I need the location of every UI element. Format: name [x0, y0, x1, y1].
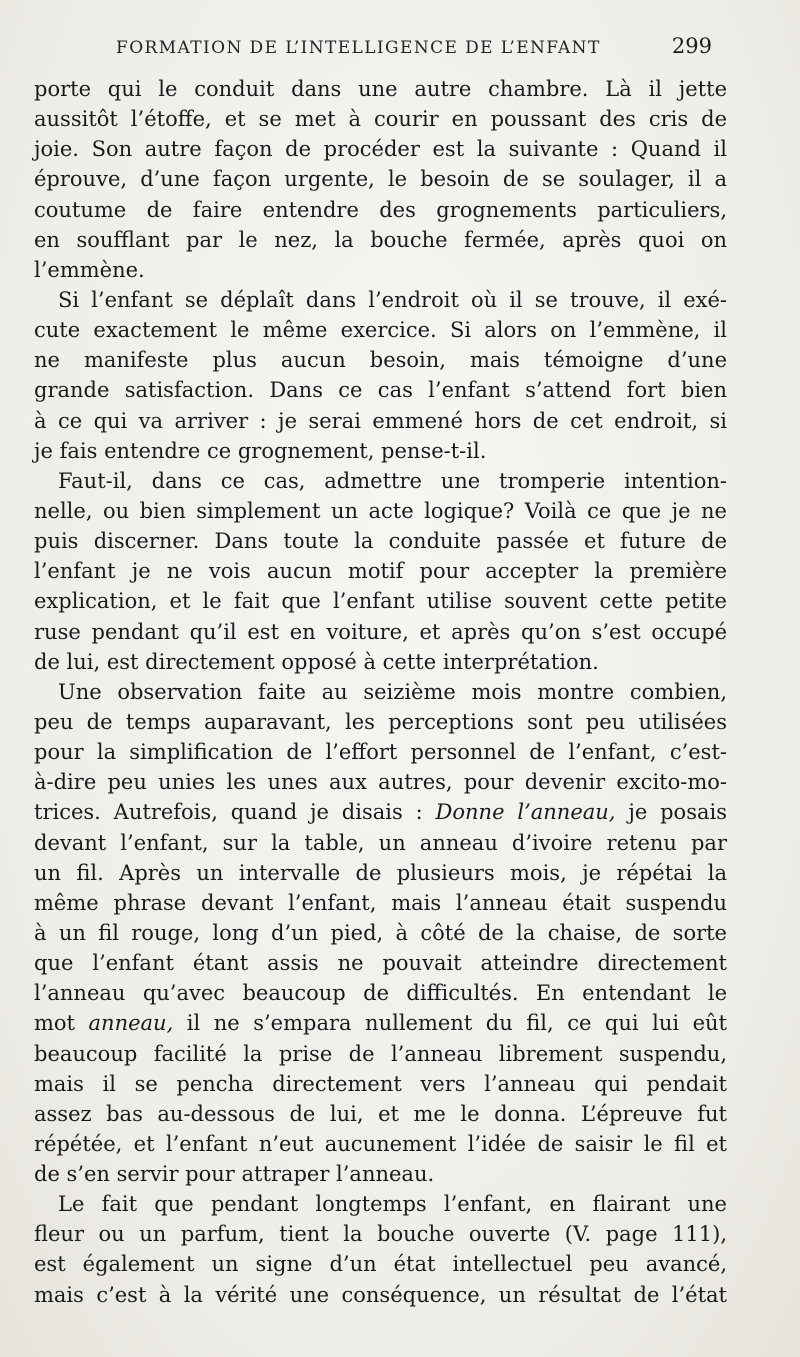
running-title: FORMATION DE L’INTELLIGENCE DE L’ENFANT: [116, 38, 601, 58]
text-line: aussitôt l’étoffe, et se met à courir en poussant des cris de: [34, 107, 727, 132]
text-line: l’enfant je ne vois aucun motif pour accepter la première: [34, 559, 727, 584]
text-line: que l’enfant étant assis ne pouvait atteindre directement: [34, 951, 727, 976]
text-line: même phrase devant l’enfant, mais l’anneau était suspendu: [34, 890, 727, 915]
text-line: de lui, est directement opposé à cette interprétation.: [34, 649, 599, 674]
text-line: joie. Son autre façon de procéder est la suivante : Quand il: [34, 137, 727, 162]
text-segment: trices. Autrefois, quand je disais :: [34, 800, 423, 825]
text-line: mais c’est à la vérité une conséquence, un résultat de l’état: [34, 1282, 727, 1307]
text-line: mais il se pencha directement vers l’anneau qui pendait: [34, 1071, 727, 1096]
text-line-with-italic: [34, 797, 727, 827]
text-line-with-italic: [34, 1008, 727, 1038]
text-line: ne manifeste plus aucun besoin, mais témoigne d’une: [34, 348, 727, 373]
text-line: grande satisfaction. Dans ce cas l’enfant s’attend fort bien: [34, 378, 727, 403]
text-line: à ce qui va arriver : je serai emmené hors de cet endroit, si: [34, 408, 727, 433]
text-line: ruse pendant qu’il est en voiture, et après qu’on s’est occupé: [34, 619, 727, 644]
text-line: puis discerner. Dans toute la conduite passée et future de: [34, 529, 727, 554]
text-line: l’emmène.: [34, 257, 145, 282]
text-line: peu de temps auparavant, les perceptions sont peu utilisées: [34, 709, 727, 734]
text-line: en soufflant par le nez, la bouche fermée, après quoi on: [34, 227, 727, 252]
text-line: un fil. Après un intervalle de plusieurs mois, je répétai la: [34, 860, 727, 885]
paragraph-first-line: Si l’enfant se déplaît dans l’endroit où il se trouve, il exé-: [58, 287, 727, 312]
text-segment: je posais: [628, 800, 727, 825]
page-number: 299: [671, 34, 712, 58]
text-line: de s’en servir pour attraper l’anneau.: [34, 1162, 435, 1187]
text-line: à-dire peu unies les unes aux autres, pour devenir excito-mo-: [34, 770, 727, 795]
italic-word: anneau,: [88, 1011, 174, 1036]
text-line: explication, et le fait que l’enfant utilise souvent cette petite: [34, 589, 727, 614]
text-segment: il ne s’empara nullement du fil, ce qui lui eût: [186, 1011, 727, 1036]
running-head: [116, 34, 712, 64]
text-line: répétée, et l’enfant n’eut aucunement l’idée de saisir le fil et: [34, 1131, 727, 1156]
paragraph-first-line: Une observation faite au seizième mois montre combien,: [58, 679, 727, 704]
text-line: cute exactement le même exercice. Si alors on l’emmène, il: [34, 318, 727, 343]
text-line: assez bas au-dessous de lui, et me le donna. L’épreuve fut: [34, 1101, 727, 1126]
paragraph-first-line: Le fait que pendant longtemps l’enfant, en flairant une: [58, 1192, 727, 1217]
text-line: porte qui le conduit dans une autre chambre. Là il jette: [34, 77, 727, 101]
paragraph-first-line: Faut-il, dans ce cas, admettre une tromperie intention-: [58, 468, 727, 493]
text-line: l’anneau qu’avec beaucoup de difficultés. En entendant le: [34, 981, 727, 1006]
text-line: à un fil rouge, long d’un pied, à côté de la chaise, de sorte: [34, 920, 727, 945]
text-line: fleur ou un parfum, tient la bouche ouverte (V. page 111),: [34, 1222, 727, 1247]
italic-phrase: Donne l’anneau,: [435, 800, 616, 825]
text-line: coutume de faire entendre des grognements particuliers,: [34, 197, 727, 222]
text-line: je fais entendre ce grognement, pense-t-il.: [34, 438, 487, 463]
text-line: beaucoup facilité la prise de l’anneau librement suspendu,: [34, 1041, 727, 1066]
text-segment: mot: [34, 1011, 75, 1036]
text-line: nelle, ou bien simplement un acte logique? Voilà ce que je ne: [34, 498, 727, 523]
body-text: [34, 74, 727, 1310]
text-line: éprouve, d’une façon urgente, le besoin de se soulager, il a: [34, 167, 727, 192]
text-line: est également un signe d’un état intellectuel peu avancé,: [34, 1252, 727, 1277]
text-line: pour la simplification de l’effort personnel de l’enfant, c’est-: [34, 740, 727, 765]
text-line: devant l’enfant, sur la table, un anneau d’ivoire retenu par: [34, 830, 727, 855]
